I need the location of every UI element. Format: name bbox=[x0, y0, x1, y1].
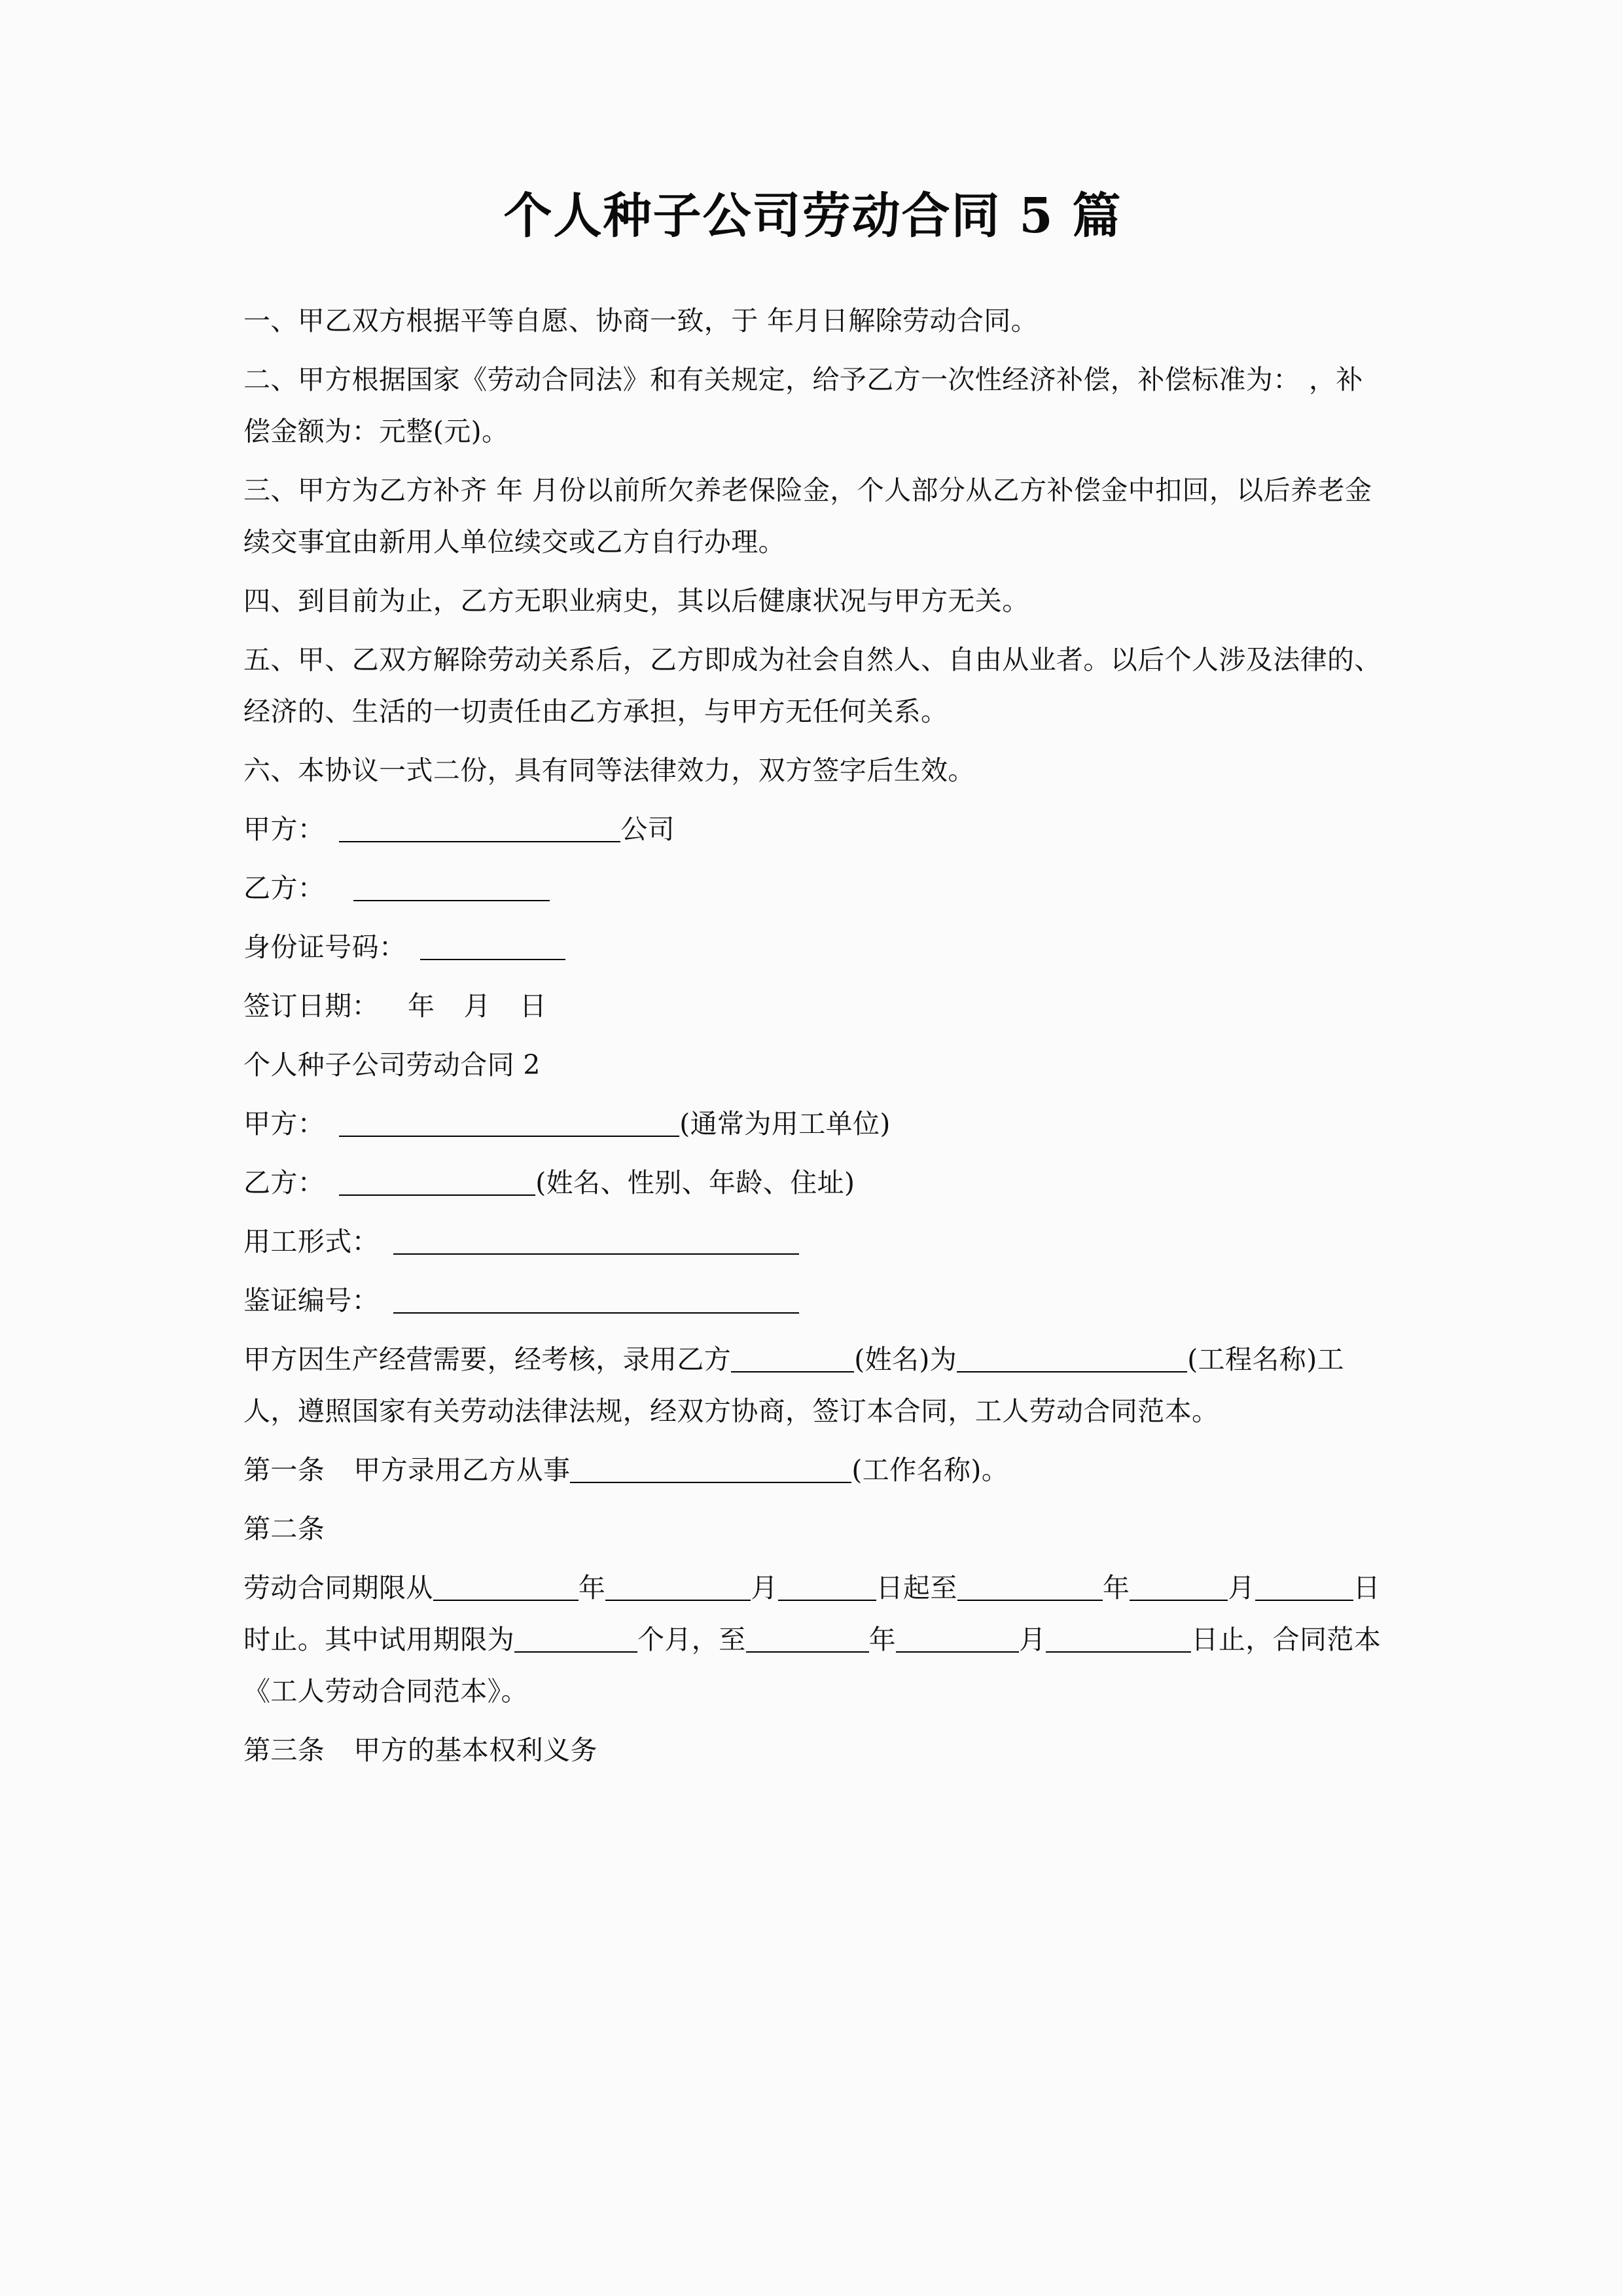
page-content bbox=[243, 0, 1382, 1784]
signature-date-row bbox=[243, 980, 1382, 1039]
probation-year-blank[interactable] bbox=[746, 1623, 869, 1653]
sign-date-year: 年 bbox=[408, 990, 435, 1022]
contract-2-party-b-blank[interactable] bbox=[339, 1166, 535, 1196]
probation-month-blank[interactable] bbox=[896, 1623, 1019, 1653]
article-3-label: 第三条 bbox=[243, 1734, 325, 1766]
certificate-no-row bbox=[243, 1275, 1382, 1334]
clause-item-1: 一、甲乙双方根据平等自愿、协商一致，于 年月日解除劳动合同。 bbox=[243, 304, 1039, 336]
contract-2-party-a-row bbox=[243, 1098, 1382, 1157]
start-year-unit: 年 bbox=[578, 1571, 606, 1604]
clause-item-6: 六、本协议一式二份，具有同等法律效力，双方签字后生效。 bbox=[243, 754, 975, 786]
party-a-suffix: 公司 bbox=[620, 813, 675, 845]
employment-form-row bbox=[243, 1216, 1382, 1275]
article-2-body bbox=[243, 1562, 1382, 1725]
end-day-blank[interactable] bbox=[1255, 1571, 1353, 1601]
contract-2-party-b-label: 乙方： bbox=[243, 1166, 325, 1198]
signature-party-b-row bbox=[243, 863, 1382, 922]
page-title: 个人种子公司劳动合同 5 篇 bbox=[503, 188, 1122, 244]
clause-item-3: 三、甲方为乙方补齐 年 月份以前所欠养老保险金，个人部分从乙方补偿金中扣回，以后养老金续交事宜由新用人单位续交或乙方自行办理。 bbox=[243, 474, 1372, 558]
preamble-part-2: (姓名)为 bbox=[854, 1343, 957, 1375]
start-month-blank[interactable] bbox=[605, 1571, 751, 1601]
id-number-label: 身份证号码： bbox=[243, 931, 406, 963]
end-year-unit: 年 bbox=[1102, 1571, 1130, 1604]
probation-months-unit: 个月，至 bbox=[637, 1623, 746, 1655]
sign-date-label: 签订日期： bbox=[243, 990, 379, 1022]
probation-year-unit: 年 bbox=[868, 1623, 897, 1655]
end-month-unit: 月 bbox=[1228, 1571, 1255, 1604]
contract-2-party-a-label: 甲方： bbox=[243, 1107, 325, 1139]
start-day-unit: 日起至 bbox=[876, 1571, 957, 1604]
sign-date-day: 日 bbox=[519, 990, 547, 1022]
article-2-line3: 日止，合同范本《工人劳动合同范本》。 bbox=[243, 1623, 1382, 1707]
end-year-blank[interactable] bbox=[957, 1571, 1103, 1601]
probation-month-unit: 月 bbox=[1019, 1623, 1046, 1655]
article-3-text: 甲方的基本权利义务 bbox=[353, 1734, 597, 1766]
clause-item-5: 五、甲、乙双方解除劳动关系后，乙方即成为社会自然人、自由从业者。以后个人涉及法律的、经济的、生活的一切责任由乙方承担，与甲方无任何关系。 bbox=[243, 643, 1382, 727]
article-1-text: 甲方录用乙方从事 bbox=[353, 1454, 571, 1486]
clause-item-4: 四、到目前为止，乙方无职业病史，其以后健康状况与甲方无关。 bbox=[243, 584, 1029, 617]
start-day-blank[interactable] bbox=[778, 1571, 876, 1601]
article-1-row bbox=[243, 1444, 1382, 1503]
article-2-line2-lead: 日时止。其中试用期限为 bbox=[243, 1571, 1381, 1655]
party-b-label: 乙方： bbox=[243, 872, 325, 904]
preamble-name-blank[interactable] bbox=[731, 1342, 854, 1372]
signature-id-row bbox=[243, 922, 1382, 980]
article-3-row bbox=[243, 1725, 1382, 1784]
sign-date-month: 月 bbox=[463, 990, 491, 1022]
contract-2-preamble bbox=[243, 1334, 1382, 1444]
preamble-part-1: 甲方因生产经营需要，经考核，录用乙方 bbox=[243, 1343, 732, 1375]
party-a-blank[interactable] bbox=[339, 812, 620, 842]
article-1-label: 第一条 bbox=[243, 1454, 325, 1486]
contract-2-heading: 个人种子公司劳动合同 2 bbox=[243, 1049, 541, 1081]
article-1-blank[interactable] bbox=[570, 1453, 851, 1483]
certificate-no-label: 鉴证编号： bbox=[243, 1284, 379, 1316]
start-month-unit: 月 bbox=[751, 1571, 778, 1604]
employment-form-blank[interactable] bbox=[393, 1225, 799, 1255]
preamble-project-blank[interactable] bbox=[957, 1342, 1187, 1372]
clause-item-2: 二、甲方根据国家《劳动合同法》和有关规定，给予乙方一次性经济补偿，补偿标准为： ，补偿金额为：元整(元)。 bbox=[243, 363, 1363, 447]
certificate-no-blank[interactable] bbox=[393, 1283, 799, 1314]
signature-party-a-row bbox=[243, 804, 1382, 863]
start-year-blank[interactable] bbox=[433, 1571, 579, 1601]
id-number-blank[interactable] bbox=[420, 930, 565, 960]
party-a-label: 甲方： bbox=[243, 813, 325, 845]
article-1-note: (工作名称)。 bbox=[851, 1454, 1009, 1486]
contract-2-party-b-row bbox=[243, 1157, 1382, 1216]
article-2-label-row: 第二条 bbox=[243, 1513, 325, 1545]
preamble-part-3: (工程名称)工人，遵照国家有关劳动法律法规，经双方协商，签订本合同，工人劳动合同范本。 bbox=[243, 1343, 1344, 1427]
article-2-line1-lead: 劳动合同期限从 bbox=[243, 1571, 433, 1604]
party-b-blank[interactable] bbox=[353, 871, 550, 901]
contract-2-party-a-note: (通常为用工单位) bbox=[679, 1107, 891, 1139]
contract-2-party-a-blank[interactable] bbox=[339, 1107, 679, 1137]
probation-day-blank[interactable] bbox=[1046, 1623, 1191, 1653]
end-month-blank[interactable] bbox=[1130, 1571, 1228, 1601]
employment-form-label: 用工形式： bbox=[243, 1225, 379, 1257]
probation-months-blank[interactable] bbox=[514, 1623, 637, 1653]
document-body bbox=[243, 295, 1382, 1784]
contract-2-party-b-note: (姓名、性别、年龄、住址) bbox=[535, 1166, 855, 1198]
